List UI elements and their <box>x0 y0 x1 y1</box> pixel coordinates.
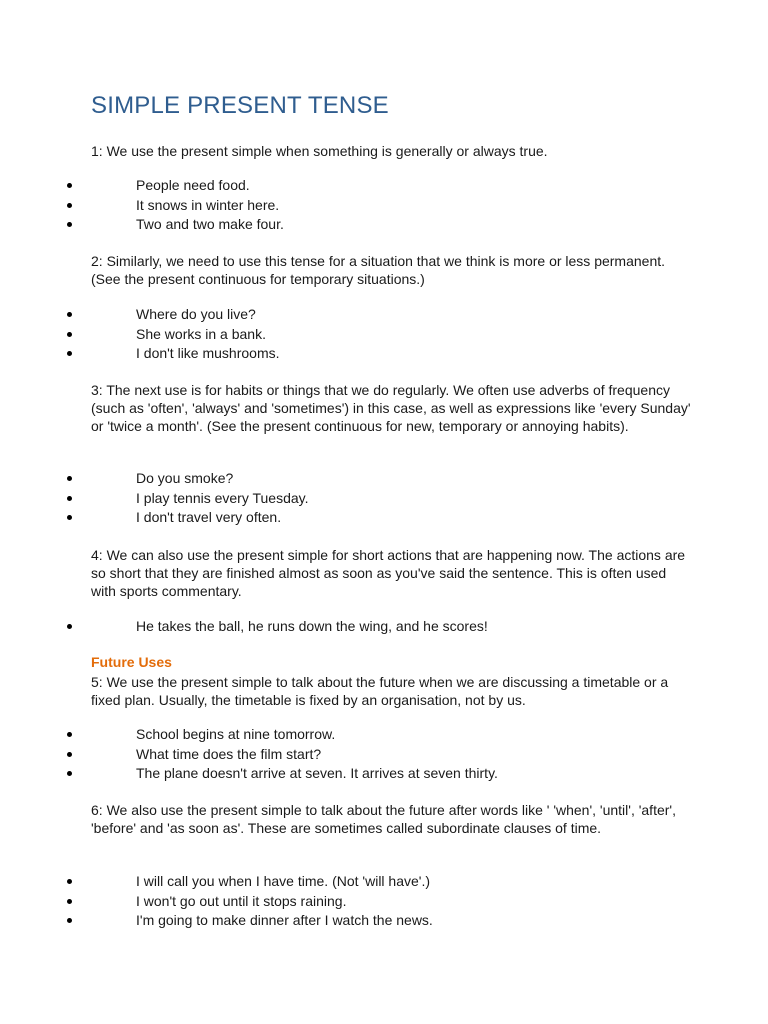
bullet-icon <box>67 496 72 501</box>
bullet-icon <box>67 515 72 520</box>
bullet-icon <box>67 879 72 884</box>
bullet-icon <box>67 351 72 356</box>
bullet-icon <box>67 183 72 188</box>
list-item: People need food. <box>0 176 768 196</box>
paragraph-5: 5: We use the present simple to talk about the future when we are discussing a timetable or a fixed plan. Usually, the timetable is fixed by an organisation, not by us. <box>91 674 669 708</box>
list-item: It snows in winter here. <box>0 196 768 216</box>
bullet-icon <box>67 732 72 737</box>
list-item: School begins at nine tomorrow. <box>0 725 768 745</box>
bullet-icon <box>67 332 72 337</box>
paragraph-3: 3: The next use is for habits or things that we do regularly. We often use adverbs of frequency (such as 'often', 'always' and 'sometimes') in this case, as well as expressions like 'every Sunday' or 'twice a month'. (See the present continuous for new, temporary or annoying habits). <box>91 382 691 434</box>
bullet-list-3 <box>0 469 768 528</box>
list-item: I don't travel very often. <box>0 508 768 528</box>
future-uses-heading: Future Uses <box>91 654 172 670</box>
bullet-icon <box>67 222 72 227</box>
bullet-icon <box>67 476 72 481</box>
list-item: Where do you live? <box>0 305 768 325</box>
list-item: I play tennis every Tuesday. <box>0 489 768 509</box>
list-item: Do you smoke? <box>0 469 768 489</box>
paragraph-4: 4: We can also use the present simple for short actions that are happening now. The actions are so short that they are finished almost as soon as you've said the sentence. This is often used with sports commentary. <box>91 547 686 599</box>
bullet-list-1 <box>0 176 768 235</box>
list-item: She works in a bank. <box>0 325 768 345</box>
list-item: I will call you when I have time. (Not 'will have'.) <box>0 872 768 892</box>
bullet-icon <box>67 203 72 208</box>
bullet-icon <box>67 752 72 757</box>
bullet-icon <box>67 899 72 904</box>
paragraph-2: 2: Similarly, we need to use this tense for a situation that we think is more or less permanent. (See the present continuous for temporary situations.) <box>91 253 666 287</box>
bullet-list-6 <box>0 872 768 931</box>
bullet-icon <box>67 771 72 776</box>
bullet-list-5 <box>0 725 768 784</box>
list-item: He takes the ball, he runs down the wing, and he scores! <box>0 617 768 637</box>
list-item: What time does the film start? <box>0 745 768 765</box>
list-item: The plane doesn't arrive at seven. It arrives at seven thirty. <box>0 764 768 784</box>
bullet-icon <box>67 312 72 317</box>
page-title: SIMPLE PRESENT TENSE <box>91 92 389 119</box>
list-item: I don't like mushrooms. <box>0 344 768 364</box>
paragraph-1: 1: We use the present simple when something is generally or always true. <box>91 143 548 159</box>
list-item: Two and two make four. <box>0 215 768 235</box>
list-item: I'm going to make dinner after I watch the news. <box>0 911 768 931</box>
list-item: I won't go out until it stops raining. <box>0 892 768 912</box>
bullet-list-2 <box>0 305 768 364</box>
bullet-list-4 <box>0 617 768 637</box>
bullet-icon <box>67 918 72 923</box>
paragraph-6: 6: We also use the present simple to talk about the future after words like ' 'when', 'until', 'after', 'before' and 'as soon as'. These are sometimes called subordinate clauses of time. <box>91 802 676 836</box>
bullet-icon <box>67 624 72 629</box>
